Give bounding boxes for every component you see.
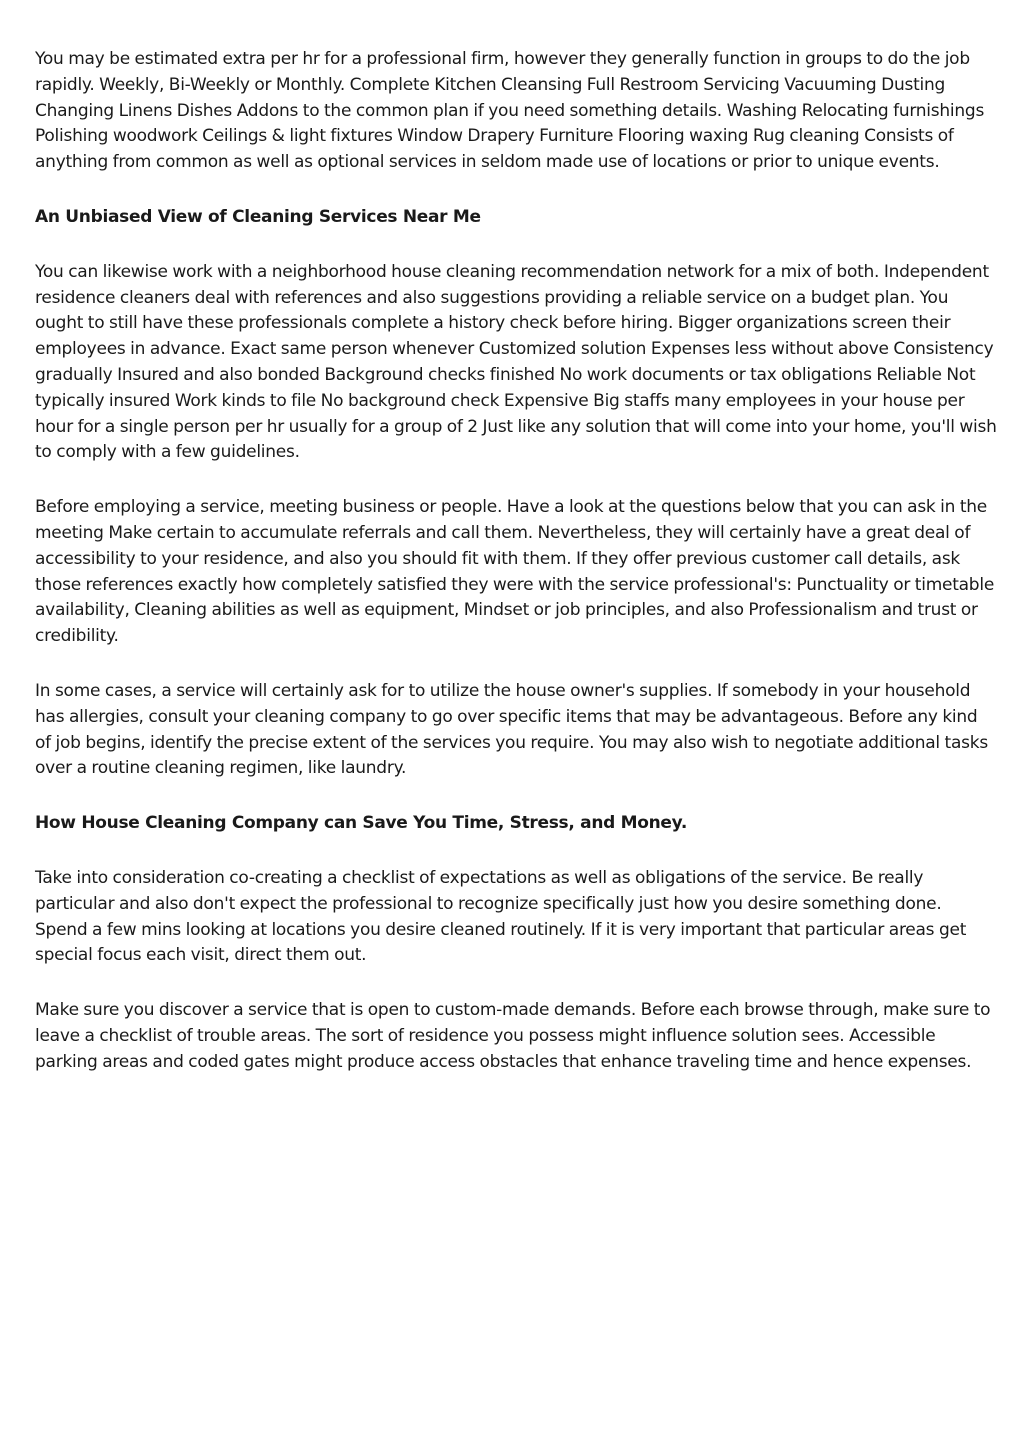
paragraph-4: In some cases, a service will certainly ask for to utilize the house owner's supplies. If somebody in your household has allergies, consult your cleaning company to go over specific items that may be advantageous. Before any kind of job begins, identify the precise extent of the services you require. You may also wish to negotiate additional tasks over a routine cleaning regimen, like laundry.: [35, 680, 988, 779]
document-body: [35, 47, 997, 1105]
paragraph-2: You can likewise work with a neighborhood house cleaning recommendation network for a mix of both. Independent residence cleaners deal with references and also suggestions providing a reliable service on a budget plan. You ought to still have these professionals complete a history check before hiring. Bigger organizations screen their employees in advance. Exact same person whenever Customized solution Expenses less without above Consistency gradually Insured and also bonded Background checks finished No work documents or tax obligations Reliable Not typically insured Work kinds to file No background check Expensive Big staffs many employees in your house per hour for a single person per hr usually for a group of 2 Just like any solution that will come into your home, you'll wish to comply with a few guidelines.: [35, 261, 997, 463]
paragraph-3: Before employing a service, meeting business or people. Have a look at the questions below that you can ask in the meeting Make certain to accumulate referrals and call them. Nevertheless, they will certainly have a great deal of accessibility to your residence, and also you should fit with them. If they offer previous customer call details, ask those references exactly how completely satisfied they were with the service professional's: Punctuality or timetable availability, Cleaning abilities as well as equipment, Mindset or job principles, and also Professionalism and trust or credibility.: [35, 497, 995, 647]
paragraph-6: Make sure you discover a service that is open to custom-made demands. Before each browse through, make sure to leave a checklist of trouble areas. The sort of residence you possess might influence solution sees. Accessible parking areas and coded gates might produce access obstacles that enhance traveling time and hence expenses.: [35, 1000, 991, 1072]
paragraph-1: You may be estimated extra per hr for a professional firm, however they generally function in groups to do the job rapidly. Weekly, Bi-Weekly or Monthly. Complete Kitchen Cleansing Full Restroom Servicing Vacuuming Dusting Changing Linens Dishes Addons to the common plan if you need something details. Washing Relocating furnishings Polishing woodwork Ceilings & light fixtures Window Drapery Furniture Flooring waxing Rug cleaning Consists of anything from common as well as optional services in seldom made use of locations or prior to unique events.: [35, 49, 985, 173]
section-heading-2: How House Cleaning Company can Save You Time, Stress, and Money.: [35, 813, 688, 834]
paragraph-5: Take into consideration co-creating a checklist of expectations as well as obligations of the service. Be really particular and also don't expect the professional to recognize specifically just how you desire something done. Spend a few mins looking at locations you desire cleaned routinely. If it is very important that particular areas get special focus each visit, direct them out.: [35, 867, 967, 966]
section-heading-1: An Unbiased View of Cleaning Services Near Me: [35, 206, 481, 227]
